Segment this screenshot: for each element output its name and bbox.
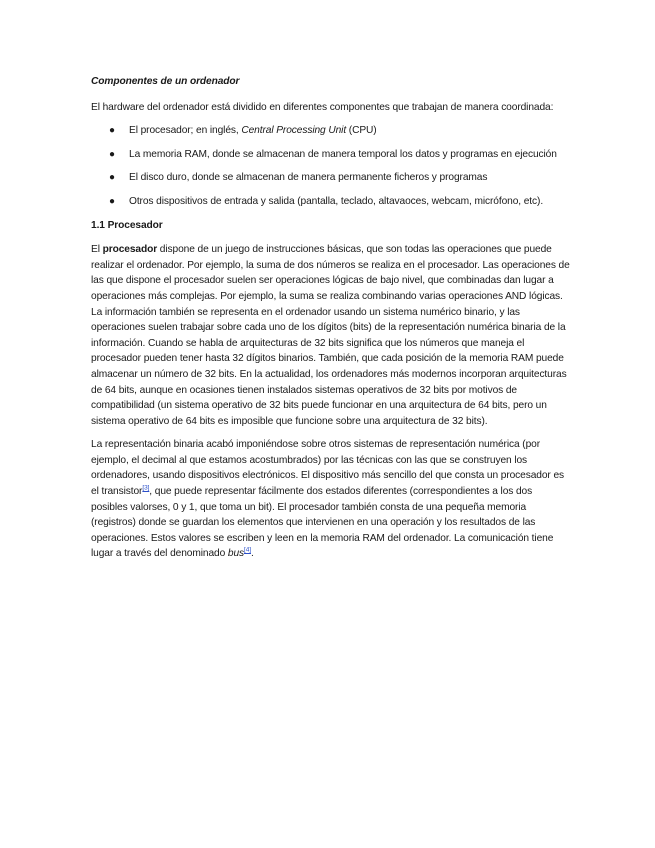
list-item [91, 170, 571, 186]
list-item-emphasis: Central Processing Unit [241, 125, 347, 137]
paragraph-text: El [91, 244, 103, 256]
bullet-icon: ● [109, 172, 115, 184]
list-item-text: El procesador; en inglés, [129, 125, 242, 137]
paragraph-text: , que puede representar fácilmente dos estados diferentes (correspondientes a los dos posibles valorses, 0 y 1, que toma un bit). El procesador también consta de una pequeña memoria (registros) donde se guardan los elementos que intervienen en una operación y los resultados de las operaciones. Estos valores se escriben y leen en la memoria RAM del ordenador. La comunicación tiene lugar a través del denominado [91, 486, 554, 560]
bold-term: procesador [102, 244, 158, 256]
intro-paragraph: El hardware del ordenador está dividido en diferentes componentes que trabajan de manera coordinada: [91, 101, 554, 113]
subsection-title: 1.1 Procesador [91, 219, 163, 231]
paragraph-text: La representación binaria acabó imponiéndose sobre otros sistemas de representación numérica (por ejemplo, el decimal al que estamos acostumbrados) por las técnicas con las que se construyen los ordenadores, usando dispositivos electrónicos. El dispositivo más sencillo del que consta un procesador es el transistor [91, 439, 565, 498]
list-item [91, 123, 571, 139]
list-item-text: (CPU) [346, 125, 377, 137]
bullet-icon: ● [109, 195, 115, 207]
document-body [91, 74, 571, 570]
footnote-link[interactable]: [4] [244, 547, 251, 555]
components-list [91, 123, 571, 209]
bullet-icon: ● [109, 125, 115, 137]
list-item [91, 194, 571, 210]
italic-term: bus [227, 548, 245, 560]
list-item [91, 147, 571, 163]
footnote-link[interactable]: [3] [142, 484, 150, 492]
bullet-icon: ● [109, 148, 115, 160]
list-item-text: El disco duro, donde se almacenan de manera permanente ficheros y programas [129, 172, 488, 184]
section-title: Componentes de un ordenador [91, 76, 240, 87]
paragraph-text: . [250, 548, 254, 560]
processor-paragraph [91, 242, 571, 429]
binary-paragraph [91, 437, 571, 562]
paragraph-text: dispone de un juego de instrucciones básicas, que son todas las operaciones que puede realizar el ordenador. Por ejemplo, la suma de dos números se realiza en el procesador. Las operaciones de las que dispone el procesador suelen ser operaciones lógicas de bajo nivel, que combinadas dan lugar a operaciones más complejas. Por ejemplo, la suma se realiza combinando varias operaciones AND lógicas. La información también se representa en el ordenador usando un sistema numérico binario, y las operaciones suelen trabajar sobre cada uno de los dígitos (bits) de la representación numérica binaria de la información. Cuando se habla de arquitecturas de 32 bits significa que los números que maneja el procesador pueden tener hasta 32 dígitos binarios. También, que cada posición de la memoria RAM puede almacenar un número de 32 bits. En la actualidad, los ordenadores más modernos incorporan arquitecturas de 64 bits, aunque en ocasiones tienen instalados sistemas operativos de 32 bits por motivos de compatibilidad (un sistema operativo de 32 bits puede funcionar en una arquitectura de 64 bits, pero un sistema operativo de 64 bits es imposible que funcione sobre una arquitectura de 32 bits). [91, 244, 570, 427]
list-item-text: La memoria RAM, donde se almacenan de manera temporal los datos y programas en ejecución [129, 148, 557, 160]
list-item-text: Otros dispositivos de entrada y salida (pantalla, teclado, altavaoces, webcam, micrófono, etc). [129, 195, 544, 207]
